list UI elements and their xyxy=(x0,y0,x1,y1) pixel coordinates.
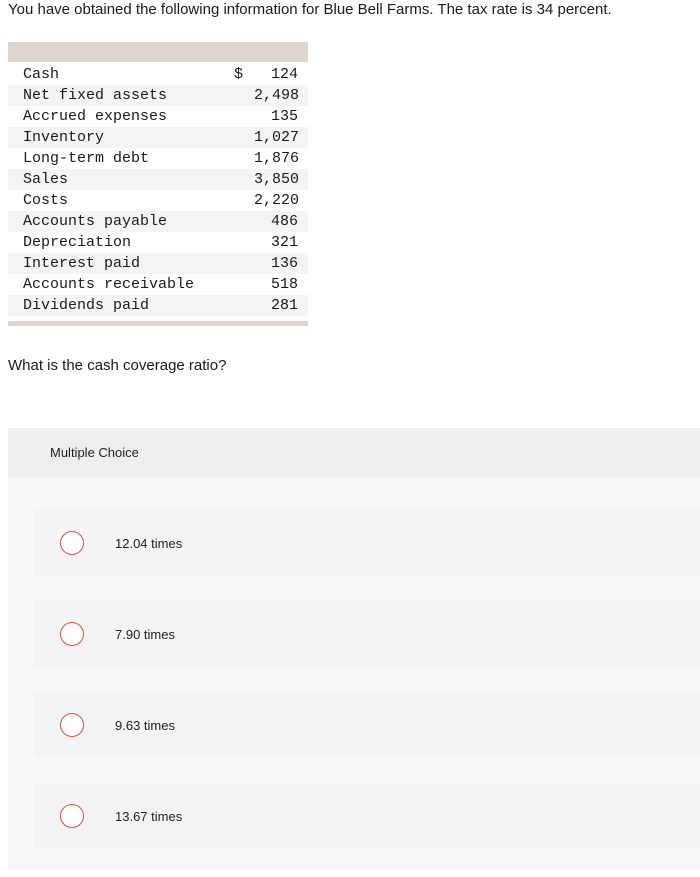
row-value: 2,498 xyxy=(254,87,300,104)
radio-button-icon[interactable] xyxy=(60,531,84,555)
table-header-band xyxy=(8,42,308,62)
row-label: Accounts payable xyxy=(23,213,168,230)
radio-button-icon[interactable] xyxy=(60,622,84,646)
radio-button-icon[interactable] xyxy=(60,804,84,828)
answer-option[interactable] xyxy=(34,510,700,576)
currency-symbol: $ xyxy=(234,66,244,83)
row-value: 486 xyxy=(270,213,298,230)
table-row xyxy=(8,64,308,85)
table-row xyxy=(8,169,308,190)
question-text: What is the cash coverage ratio? xyxy=(8,357,227,374)
row-value: 281 xyxy=(270,297,298,314)
table-row xyxy=(8,106,308,127)
table-row xyxy=(8,85,308,106)
answer-option-label: 13.67 times xyxy=(115,808,183,824)
row-label: Depreciation xyxy=(23,234,132,251)
radio-button-icon[interactable] xyxy=(60,713,84,737)
answer-option-label: 9.63 times xyxy=(115,717,175,733)
financial-data-table xyxy=(8,42,308,326)
row-value: 3,850 xyxy=(254,171,300,188)
table-footer-band xyxy=(8,321,308,326)
row-value: 136 xyxy=(270,255,298,272)
row-label: Net fixed assets xyxy=(23,87,168,104)
table-row xyxy=(8,127,308,148)
row-value: 135 xyxy=(270,108,298,125)
answer-option[interactable] xyxy=(34,601,700,667)
row-value: 124 xyxy=(270,66,298,83)
row-value: 2,220 xyxy=(254,192,300,209)
row-label: Inventory xyxy=(23,129,105,146)
table-row xyxy=(8,253,308,274)
row-label: Dividends paid xyxy=(23,297,150,314)
row-value: 321 xyxy=(270,234,298,251)
row-label: Long-term debt xyxy=(23,150,150,167)
row-label: Costs xyxy=(23,192,69,209)
table-row xyxy=(8,295,308,316)
multiple-choice-header xyxy=(8,428,700,477)
intro-text: You have obtained the following information for Blue Bell Farms. The tax rate is 34 percent. xyxy=(8,1,612,18)
multiple-choice-title: Multiple Choice xyxy=(50,445,139,460)
row-value: 1,027 xyxy=(254,129,300,146)
answer-option[interactable] xyxy=(34,783,700,849)
table-row xyxy=(8,148,308,169)
table-row xyxy=(8,190,308,211)
table-row xyxy=(8,211,308,232)
table-row xyxy=(8,232,308,253)
row-label: Cash xyxy=(23,66,60,83)
row-label: Interest paid xyxy=(23,255,141,272)
multiple-choice-panel xyxy=(8,428,700,870)
row-label: Sales xyxy=(23,171,69,188)
row-label: Accrued expenses xyxy=(23,108,168,125)
answer-option-label: 12.04 times xyxy=(115,535,183,551)
row-value: 1,876 xyxy=(254,150,300,167)
row-label: Accounts receivable xyxy=(23,276,195,293)
answer-option-label: 7.90 times xyxy=(115,626,175,642)
table-row xyxy=(8,274,308,295)
row-value: 518 xyxy=(270,276,298,293)
answer-option[interactable] xyxy=(34,692,700,758)
